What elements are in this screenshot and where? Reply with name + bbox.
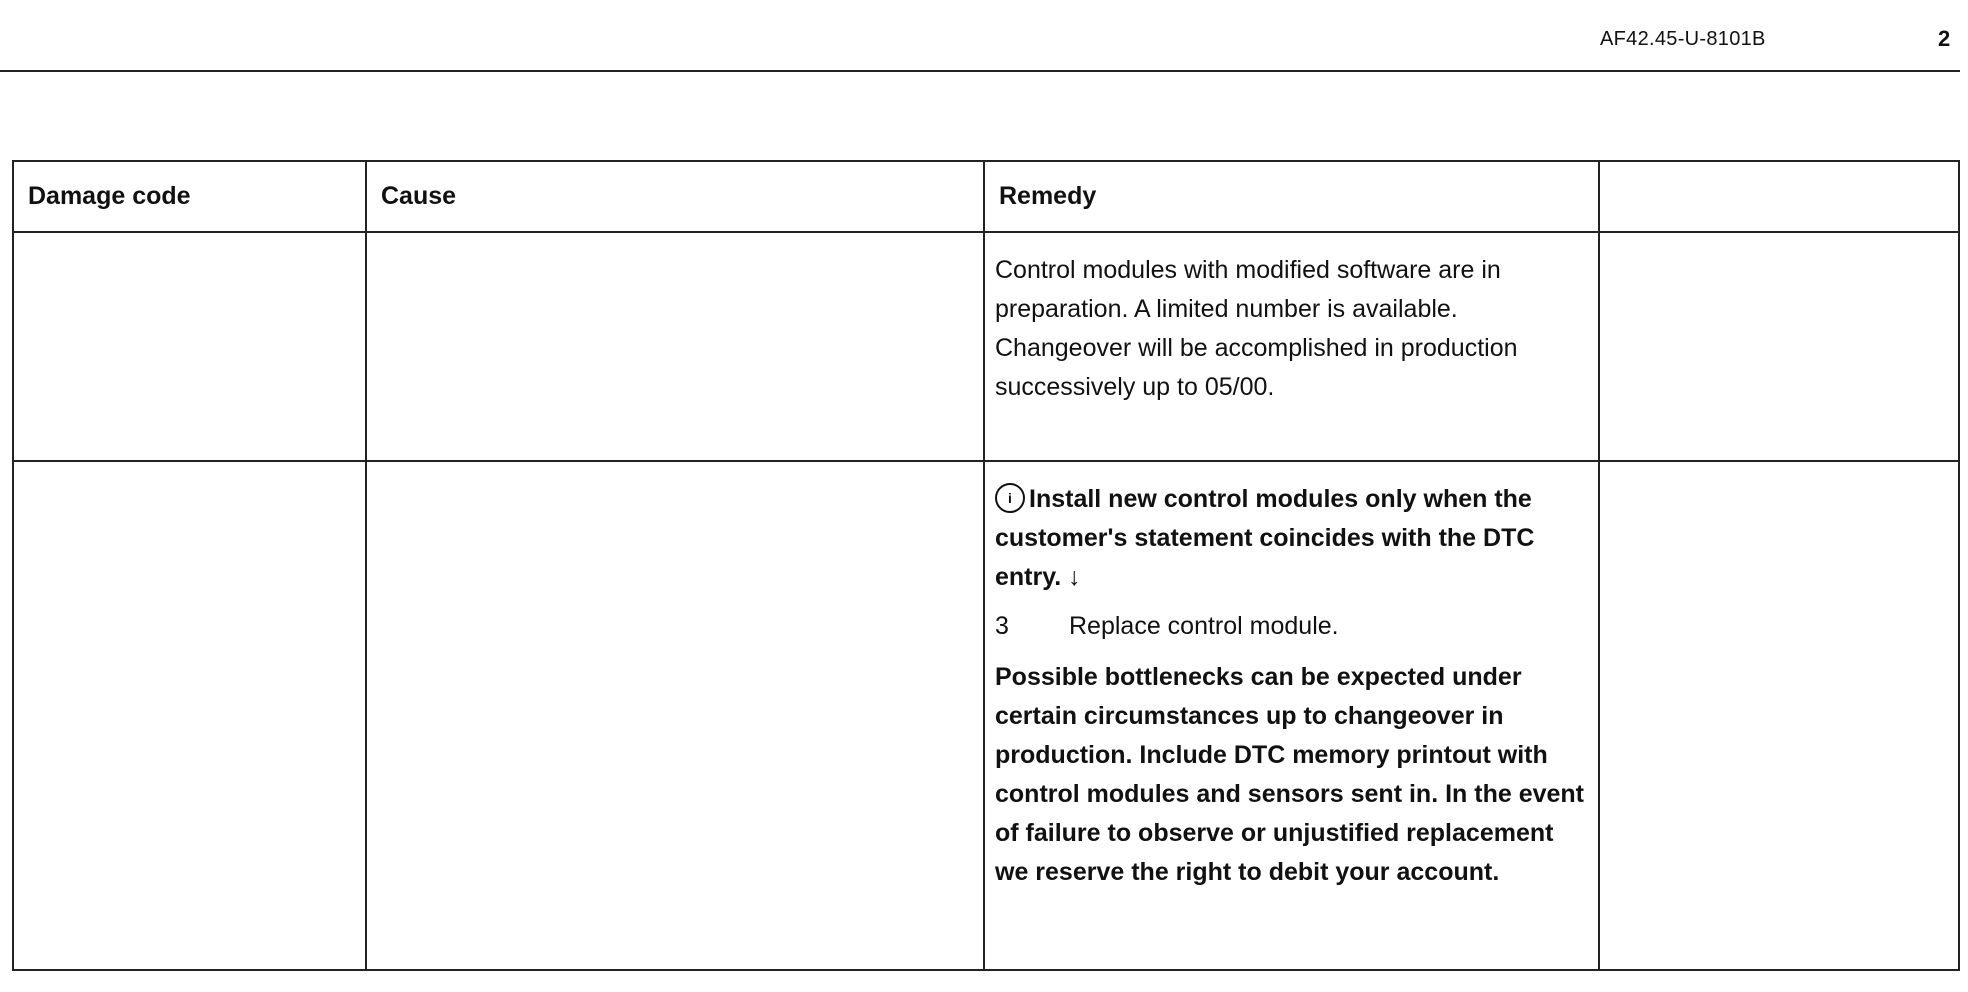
table-row: [13, 232, 1959, 461]
table-header-row: [13, 161, 1959, 232]
step-number: 3: [995, 612, 1009, 640]
cause-cell: [366, 461, 984, 970]
damage-remedy-table: [12, 160, 1960, 971]
cause-cell: [366, 232, 984, 461]
remedy-text: Control modules with modified software are in preparation. A limited number is available. Changeover will be accomplished in production successively up to 05/00.: [995, 256, 1518, 401]
remedy-cell: [984, 461, 1599, 970]
column-header-remedy: Remedy: [984, 161, 1599, 232]
note-block: [985, 462, 1598, 892]
document-number: AF42.45-U-8101B: [1600, 28, 1766, 50]
extra-cell: [1599, 461, 1959, 970]
header-rule: [0, 70, 1960, 72]
note-icon: i: [995, 483, 1025, 513]
extra-cell: [1599, 232, 1959, 461]
table-row: [13, 461, 1959, 970]
page-number: 2: [1938, 26, 1951, 51]
column-header-damage-code: Damage code: [13, 161, 366, 232]
step-item: [995, 607, 1588, 646]
remedy-cell: [984, 232, 1599, 461]
step-text: Replace control module.: [1069, 612, 1339, 640]
column-header-blank: [1599, 161, 1959, 232]
note-text: Install new control modules only when the customer's statement coincides with the DTC entry. ↓: [995, 485, 1535, 591]
column-header-cause: Cause: [366, 161, 984, 232]
bottleneck-text: Possible bottlenecks can be expected under certain circumstances up to changeover in production. Include DTC memory printout with control modules and sensors sent in. In the event of failure to observe or unjustified replacement we reserve the right to debit your account.: [995, 663, 1585, 886]
damage-code-cell: [13, 461, 366, 970]
damage-code-cell: [13, 232, 366, 461]
